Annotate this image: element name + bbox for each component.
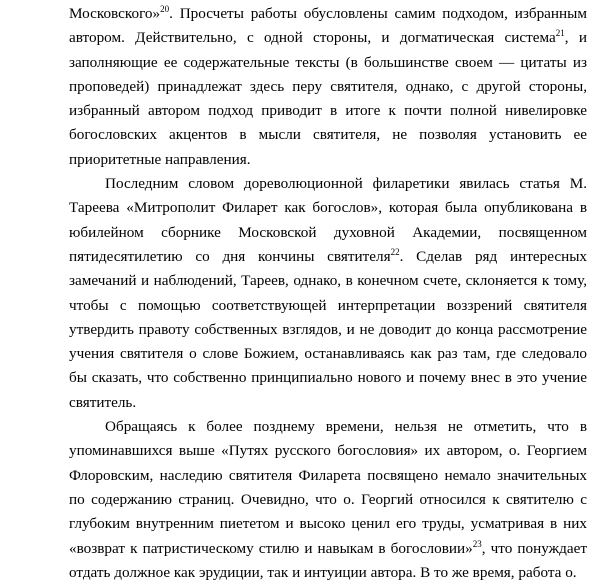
document-page (69, 2, 587, 585)
paragraph-text: . Сделав ряд интересных замечаний и наблюдений, Тареев, однако, в конечном счете, склоняется к тому, чтобы с помощью соответствующей интерпретации воззрений святителя утвердить правоту собственных взглядов, и не доводит до конца рассмотрение учения святителя о слове Божием, останавливаясь как раз там, где следовало бы сказать, что собственно принципиально нового и почему внес в это учение святитель. (69, 247, 587, 411)
paragraph-text: Обращаясь к более позднему времени, нельзя не отметить, что в упоминавшихся выше «Путях русского богословия» их автором, о. Георгием Флоровским, наследию святителя Филарета посвящено немало значительных по содержанию страниц. Очевидно, что о. Георгий относился к святителю с глубоким внутренним пиететом и высоко ценил его труды, усматривая в них «возврат к патристическому стилю и навыкам в богословии» (69, 418, 587, 557)
paragraph-text: , и заполняющие ее содержательные тексты (в большинстве своем — цитаты из проповедей) принадлежат здесь перу святителя, однако, с другой стороны, избранный автором подход приводит в итоге к почти полной нивелировке богословских акцентов в мысли святителя, не позволяя установить ее приоритетные направления. (69, 29, 587, 168)
paragraph-2 (69, 172, 587, 415)
paragraph-1 (69, 2, 587, 172)
paragraph-text: . Просчеты работы обусловлены самим подходом, избранным автором. Действительно, с одной стороны, и догматическая система (69, 5, 587, 47)
footnote-marker: 20 (160, 4, 170, 14)
paragraph-text: , что понуждает отдать должное как эрудиции, так и интуиции автора. В то же время, работа о. (69, 539, 587, 581)
paragraph-3 (69, 415, 587, 585)
footnote-marker: 23 (472, 538, 482, 549)
paragraph-text: Последним словом дореволюционной филаретики явилась статья М. Тареева «Митрополит Филарет как богослов», которая была опубликована в юбилейном сборнике Московской духовной Академии, посвященном пятидесятилетию со дня кончины святителя (69, 175, 587, 265)
footnote-marker: 22 (390, 246, 400, 257)
footnote-marker: 21 (555, 28, 565, 39)
paragraph-text: Московского» (69, 5, 161, 22)
